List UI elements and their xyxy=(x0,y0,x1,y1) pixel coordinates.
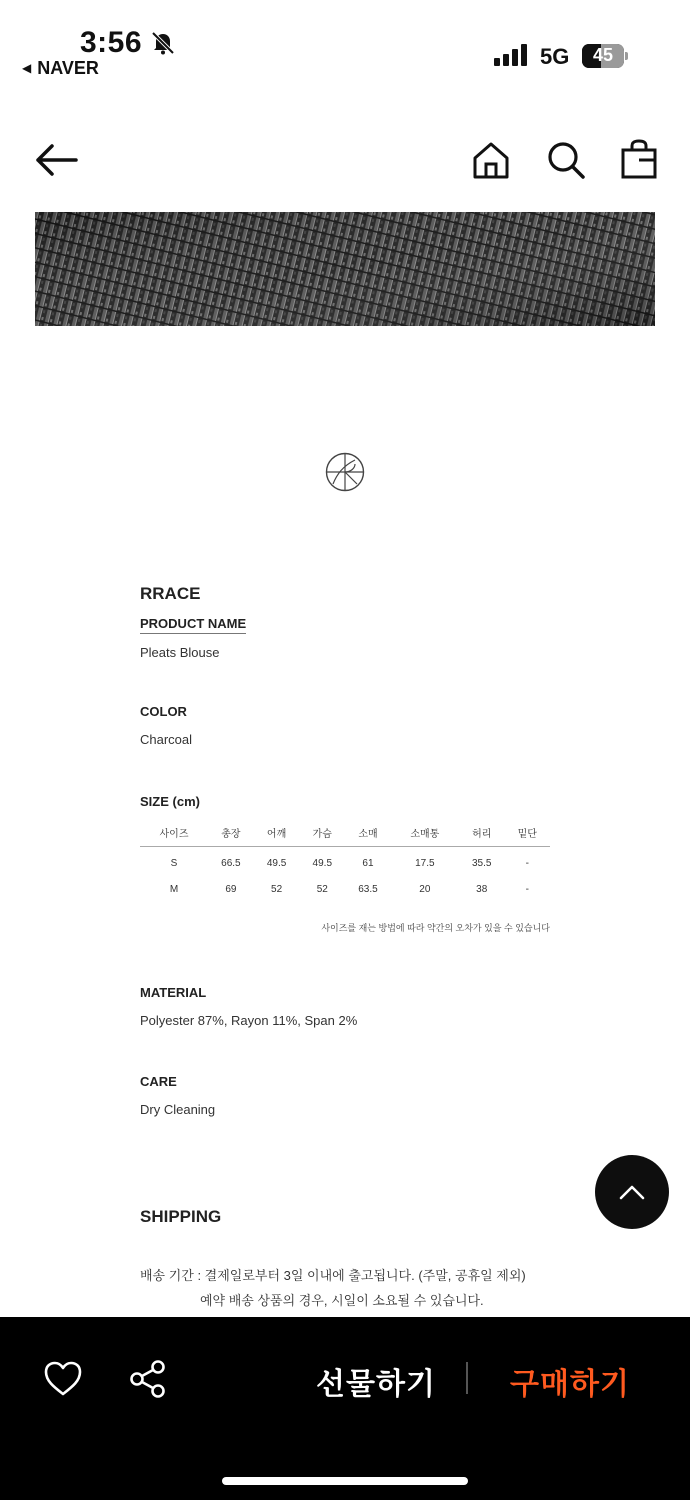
bell-muted-icon xyxy=(150,30,176,56)
size-table-header: 총장 xyxy=(208,820,254,846)
shipping-reservation-text: 예약 배송 상품의 경우, 시일이 소요될 수 있습니다. xyxy=(200,1293,484,1308)
size-table-cell: 61 xyxy=(362,857,374,869)
size-table-cell: - xyxy=(525,883,529,895)
color-value: Charcoal xyxy=(140,732,193,747)
top-nav-bar xyxy=(0,130,690,190)
size-table-cell: 69 xyxy=(225,883,237,895)
size-table-header: 허리 xyxy=(459,820,505,846)
size-table-cell: 52 xyxy=(271,883,283,895)
heart-icon[interactable] xyxy=(44,1361,82,1402)
fabric-texture-image xyxy=(35,212,655,326)
size-table xyxy=(140,820,550,902)
scroll-to-top-button[interactable] xyxy=(595,1155,669,1229)
size-table-cell: M xyxy=(169,883,179,895)
size-table-cell: 35.5 xyxy=(471,857,492,869)
search-icon[interactable] xyxy=(546,140,586,180)
size-table-cell: 38 xyxy=(476,883,488,895)
size-table-cell: S xyxy=(170,857,178,869)
material-value: Polyester 87%, Rayon 11%, Span 2% xyxy=(140,1013,358,1028)
size-table-header: 소매 xyxy=(345,820,391,846)
bottom-action-bar xyxy=(0,1317,690,1500)
gift-button[interactable]: 선물하기 xyxy=(316,1368,436,1401)
size-table-cell: 52 xyxy=(316,883,328,895)
shipping-period-text: 배송 기간 : 결제일로부터 3일 이내에 출고됩니다. (주말, 공휴일 제외) xyxy=(140,1268,526,1283)
size-table-cell: 66.5 xyxy=(221,857,241,869)
brand-logo xyxy=(325,452,365,492)
chevron-up-icon xyxy=(595,1155,669,1229)
button-divider xyxy=(466,1362,468,1394)
care-label: CARE xyxy=(140,1074,177,1089)
size-table-header: 어깨 xyxy=(254,820,300,846)
size-note: 사이즈를 재는 방법에 따라 약간의 오차가 있을 수 있습니다 xyxy=(321,923,550,933)
size-label: SIZE (cm) xyxy=(140,794,200,809)
back-app-label: NAVER xyxy=(37,58,99,78)
share-icon[interactable] xyxy=(128,1359,168,1404)
size-table-cell: 49.5 xyxy=(266,857,287,869)
home-indicator xyxy=(222,1477,468,1485)
size-table-header: 소매통 xyxy=(391,820,459,846)
size-table-cell: 20 xyxy=(419,883,431,895)
color-label: COLOR xyxy=(140,704,187,719)
brand-name: RRACE xyxy=(140,584,201,603)
back-arrow-icon[interactable] xyxy=(34,140,78,180)
battery-icon xyxy=(582,44,628,68)
status-bar xyxy=(0,0,690,90)
back-to-app-link[interactable] xyxy=(22,58,99,79)
product-name-label: PRODUCT NAME xyxy=(140,616,247,631)
back-triangle-icon: ◀ xyxy=(22,61,32,75)
signal-strength-icon xyxy=(494,44,530,66)
battery-percent: 45 xyxy=(592,45,614,65)
status-time: 3:56 xyxy=(80,26,143,59)
size-table-header-row xyxy=(140,820,550,846)
size-table-row xyxy=(140,846,550,876)
shipping-title: SHIPPING xyxy=(140,1207,222,1226)
size-table-header: 밑단 xyxy=(505,820,550,846)
shopping-bag-icon[interactable] xyxy=(620,139,658,179)
size-table-cell: 63.5 xyxy=(358,883,378,895)
size-table-cell: 49.5 xyxy=(312,857,333,869)
home-icon[interactable] xyxy=(472,140,510,180)
product-name-underline xyxy=(140,633,246,634)
buy-button[interactable]: 구매하기 xyxy=(510,1368,630,1401)
material-label: MATERIAL xyxy=(140,985,207,1000)
care-value: Dry Cleaning xyxy=(140,1102,216,1117)
size-table-cell: 17.5 xyxy=(415,857,435,869)
product-name-value: Pleats Blouse xyxy=(140,645,220,660)
size-table-cell: - xyxy=(525,857,529,869)
size-table-row xyxy=(140,876,550,902)
size-table-header: 사이즈 xyxy=(140,820,208,846)
network-type: 5G xyxy=(540,44,570,69)
size-table-header: 가슴 xyxy=(299,820,345,846)
